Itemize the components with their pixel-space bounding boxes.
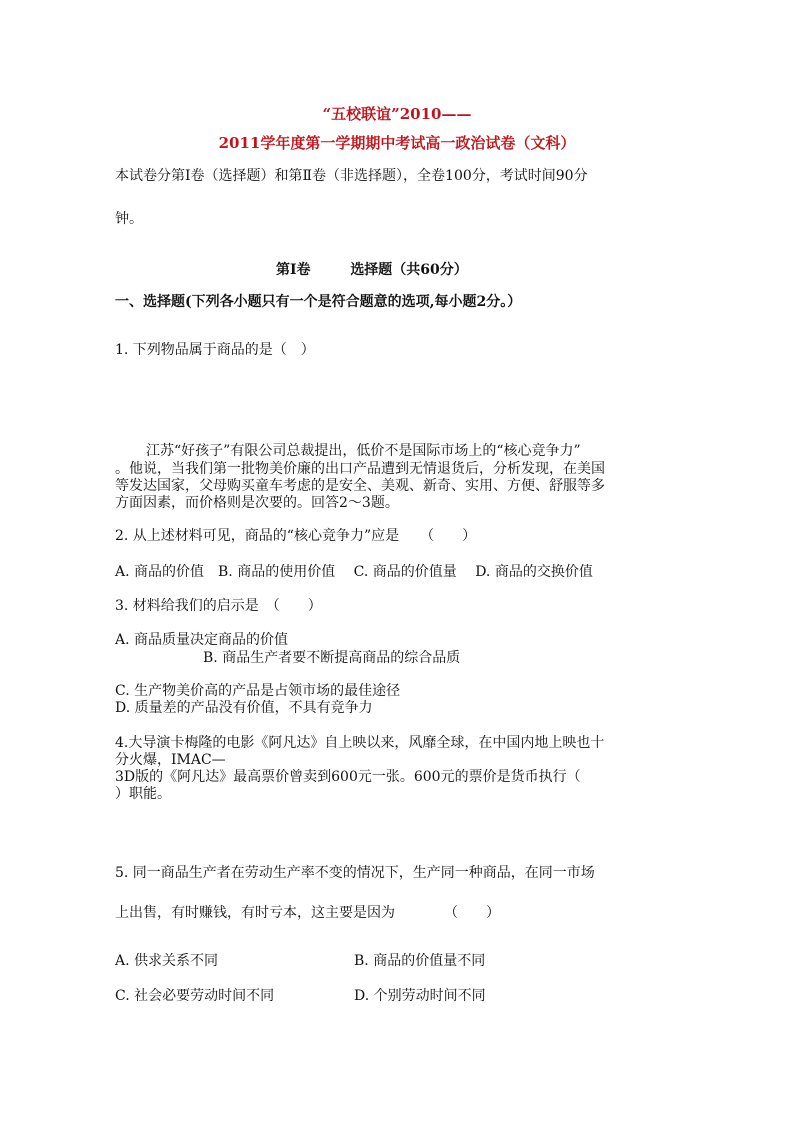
question-5-line2: 上出售，有时赚钱，有时亏本，这主要是因为 （ ） [115, 905, 500, 921]
question-2: 2. 从上述材料可见，商品的“核心竞争力”应是 （ ） [115, 528, 477, 544]
question-4-line3: 3D版的《阿凡达》最高票价曾卖到600元一张。600元的票价是货币执行（ [115, 769, 581, 785]
question-3-option-c: C. 生产物美价高的产品是占领市场的最佳途径 [115, 683, 401, 699]
question-3-option-a: A. 商品质量决定商品的价值 [115, 632, 289, 648]
intro-line1: 本试卷分第Ⅰ卷（选择题）和第Ⅱ卷（非选择题），全卷100分，考试时间90分 [115, 168, 588, 184]
question-3: 3. 材料给我们的启示是 （ ） [115, 598, 322, 614]
question-3-option-b: B. 商品生产者要不断提高商品的综合品质 [203, 650, 461, 666]
question-5-option-d: D. 个别劳动时间不同 [354, 988, 486, 1004]
question-2-options: A. 商品的价值 B. 商品的使用价值 C. 商品的价值量 D. 商品的交换价值 [115, 564, 593, 580]
intro-line2: 钟。 [115, 211, 143, 227]
question-4-line4: ）职能。 [115, 786, 171, 802]
question-1: 1. 下列物品属于商品的是（ ） [115, 342, 315, 358]
exam-title-line1: “五校联谊”2010—— [322, 105, 472, 123]
question-4-line1: 4.大导演卡梅隆的电影《阿凡达》自上映以来，风靡全球，在中国内地上映也十 [115, 735, 605, 751]
material-line2: 。他说，当我们第一批物美价廉的出口产品遭到无情退货后，分析发现，在美国 [115, 461, 605, 477]
material-line4: 方面因素，而价格则是次要的。回答2～3题。 [115, 495, 399, 511]
question-4-line2: 分火爆，IMAC— [115, 752, 226, 768]
material-line1: 江苏“好孩子”有限公司总裁提出，低价不是国际市场上的“核心竞争力” [146, 443, 581, 459]
part1-name: 第Ⅰ卷 [276, 262, 311, 278]
question-5-option-a: A. 供求关系不同 [115, 953, 219, 969]
question-3-option-d: D. 质量差的产品没有价值，不具有竞争力 [115, 700, 373, 716]
part1-title [276, 262, 468, 278]
section1-heading: 一、选择题(下列各小题只有一个是符合题意的选项,每小题2分。） [115, 294, 522, 310]
part1-label: 选择题（共60分） [350, 262, 468, 278]
exam-title-line2: 2011学年度第一学期期中考试高一政治试卷（文科） [218, 134, 576, 152]
question-5-option-c: C. 社会必要劳动时间不同 [115, 988, 275, 1004]
material-line3: 等发达国家，父母购买童车考虑的是安全、美观、新奇、实用、方便、舒服等多 [115, 478, 605, 494]
question-5-line1: 5. 同一商品生产者在劳动生产率不变的情况下，生产同一种商品，在同一市场 [115, 865, 595, 881]
question-5-option-b: B. 商品的价值量不同 [354, 953, 486, 969]
